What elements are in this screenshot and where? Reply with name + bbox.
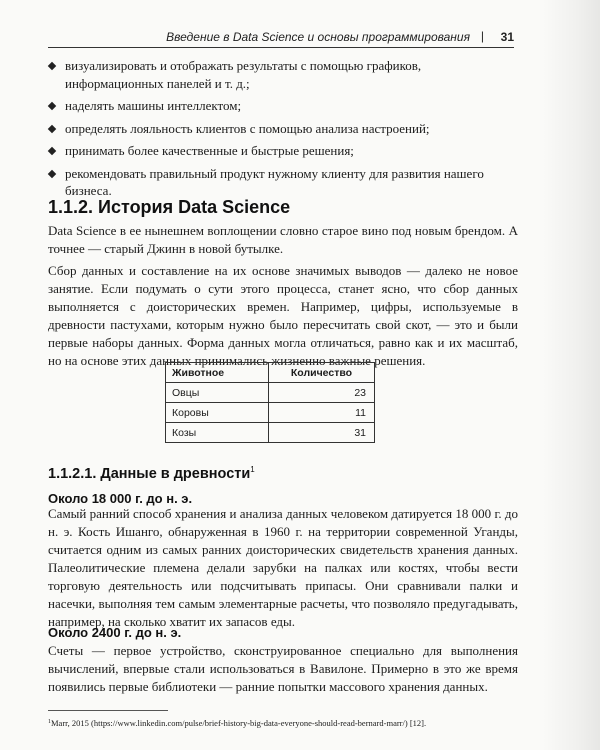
table-cell-animal: Козы — [166, 423, 269, 443]
footnote-mark: 1 — [48, 719, 51, 725]
table-cell-quantity: 31 — [269, 423, 375, 443]
table-row — [166, 423, 375, 443]
era-paragraph-18000bc: Самый ранний способ хранения и анализа данных человеком датируется 18 000 г. до н. э. Кость Ишанго, обнаруженная в 1960 г. на территории современной Уганды, считается одним из самых ранних доисторических свидетельств хранения данных. Палеолитические племена делали зарубки на палках или костях, чтобы вести торговую деятельность или подсчитывать припасы. Они сравнивали палки и насечки, выполняя тем самым элементарные расчеты, что позволяло предугадывать, например, на сколько хватит их запасов еды. — [48, 506, 518, 629]
list-item: рекомендовать правильный продукт нужному клиенту для развития нашего бизнеса. — [48, 165, 518, 200]
era-paragraph-2400bc: Счеты — первое устройство, сконструированное специально для выполнения вычислений, впервые стали использоваться в Вавилоне. Примерно в это же время появились первые библиотеки — ранние попытки массового хранения данных. — [48, 643, 518, 694]
footnote-text: Marr, 2015 (https://www.linkedin.com/pulse/brief-history-big-data-everyone-should-read-bernard-marr/) [12]. — [51, 718, 427, 728]
diamond-bullet-icon — [48, 102, 56, 110]
list-item: визуализировать и отображать результаты с помощью графиков, информационных панелей и т. д.; — [48, 57, 518, 92]
footnote-divider — [48, 710, 168, 711]
subsection-heading: 1.1.2.1. Данные в древности$^1$ — [48, 465, 255, 482]
table-cell-animal: Овцы — [166, 383, 269, 403]
section-heading: 1.1.2. История Data Science — [48, 197, 291, 217]
list-item: определять лояльность клиентов с помощью анализа настроений; — [48, 120, 518, 138]
table-header-animal: Животное — [166, 363, 269, 383]
diamond-bullet-icon — [48, 62, 56, 70]
table-row — [166, 383, 375, 403]
table-cell-quantity: 23 — [269, 383, 375, 403]
page-header — [48, 27, 514, 48]
header-separator: | — [480, 29, 484, 43]
diamond-bullet-icon — [48, 147, 56, 155]
table-header-quantity: Количество — [269, 363, 375, 383]
animals-table — [165, 362, 375, 443]
table-cell-quantity: 11 — [269, 403, 375, 423]
era-heading-18000bc: Около 18 000 г. до н. э. — [48, 491, 193, 506]
diamond-bullet-icon — [48, 124, 56, 132]
section-body-paragraph: Сбор данных и составление на их основе значимых выводов — далеко не новое занятие. Если подумать о сути этого процесса, станет ясно, что сбор данных выполняется с доисторических времен. Например, цифры, используемые в древности пастухами, которым нужно было пересчитать свой скот, — это и были первые наборы данных. Форма данных могла отличаться, равно как и их масштаб, но на основе этих данных принимались жизненно важные решения. — [48, 263, 518, 368]
table-header-row — [166, 363, 375, 383]
running-title: Введение в Data Science и основы программирования — [166, 30, 470, 44]
bullet-list — [48, 57, 518, 205]
footnote-reference[interactable]: 1 — [250, 465, 255, 474]
era-heading-2400bc: Около 2400 г. до н. э. — [48, 625, 182, 640]
table-row — [166, 403, 375, 423]
footnote — [48, 717, 518, 729]
diamond-bullet-icon — [48, 169, 56, 177]
page-edge-shadow — [542, 0, 600, 750]
table-cell-animal: Коровы — [166, 403, 269, 423]
page-number: 31 — [500, 30, 514, 44]
list-item: принимать более качественные и быстрые решения; — [48, 142, 518, 160]
section-intro-paragraph: Data Science в ее нынешнем воплощении словно старое вино под новым брендом. А точнее — старый Джинн в новой бутылке. — [48, 223, 518, 256]
list-item: наделять машины интеллектом; — [48, 97, 518, 115]
